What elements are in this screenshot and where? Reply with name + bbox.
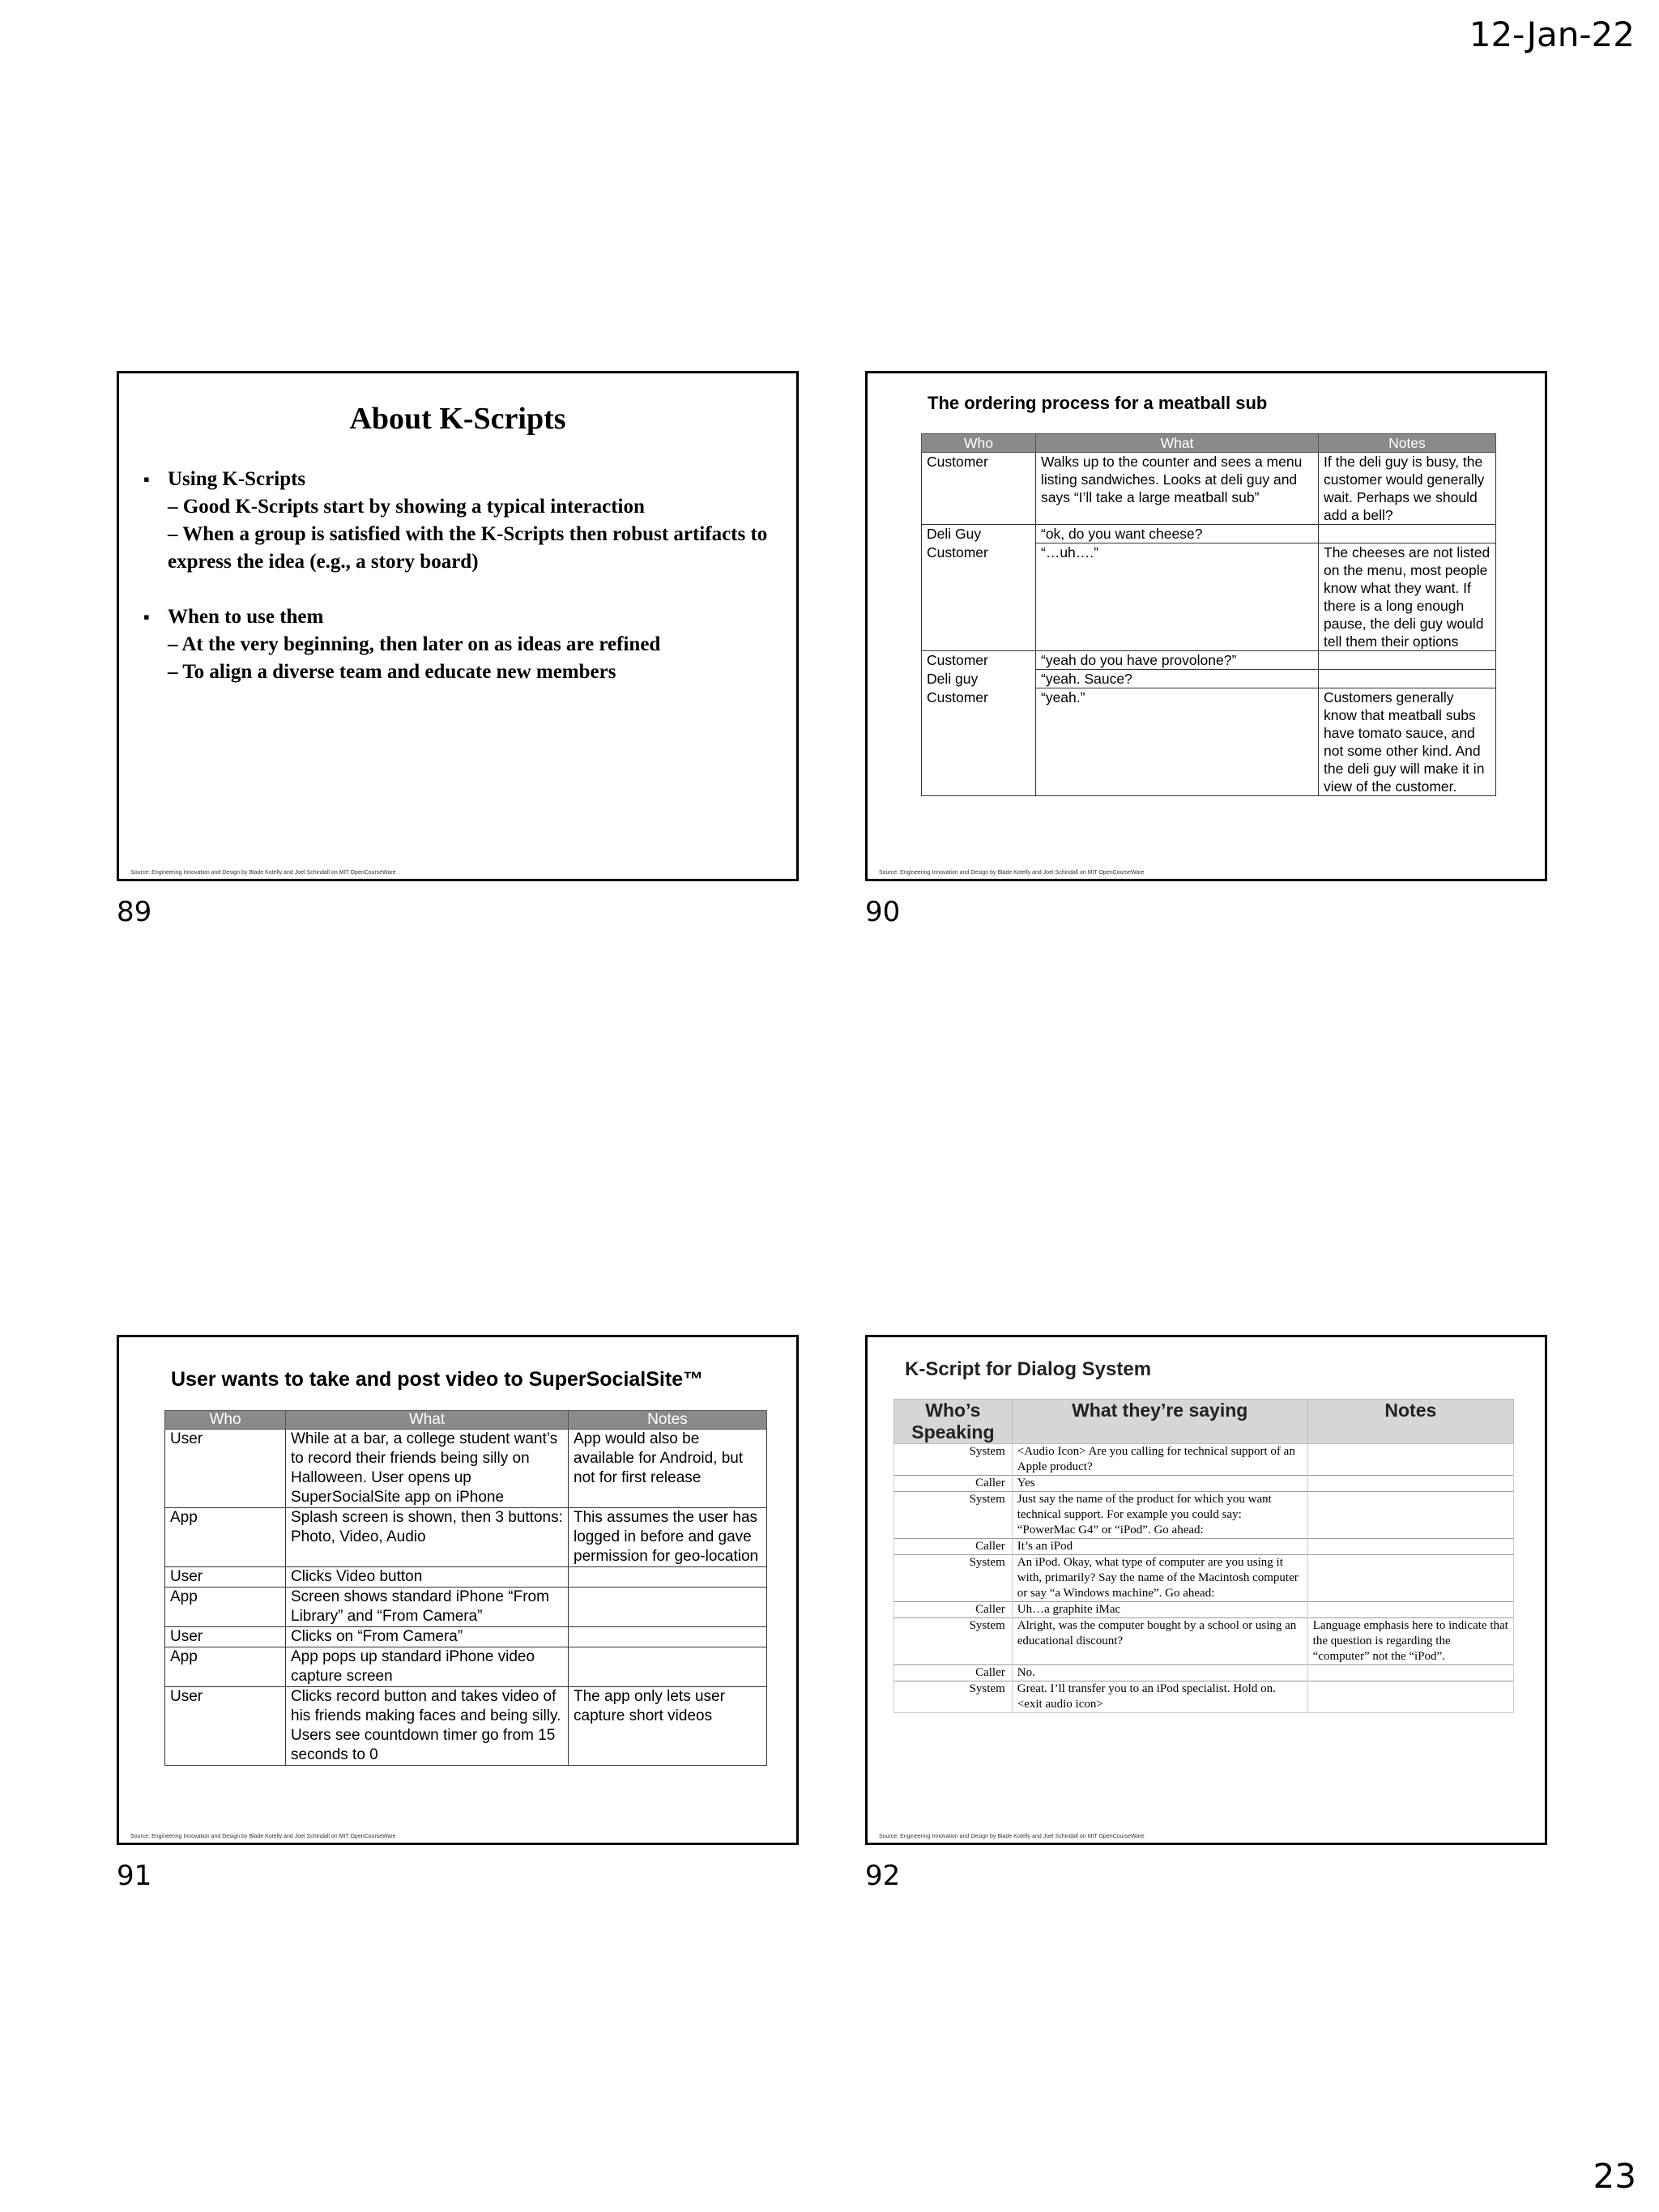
- table-cell: [1307, 1444, 1513, 1476]
- slide-title: K-Script for Dialog System: [905, 1358, 1152, 1380]
- table-cell: This assumes the user has logged in before and gave permission for geo-location: [569, 1508, 767, 1567]
- table-row: [922, 670, 1496, 688]
- table-row: [894, 1681, 1514, 1713]
- table-cell: App would also be available for Android, but not for first release: [569, 1430, 767, 1508]
- table-cell: Clicks on “From Camera”: [286, 1627, 569, 1647]
- column-header: Notes: [569, 1411, 767, 1430]
- column-header: Notes: [1319, 434, 1496, 453]
- table-row: [165, 1647, 767, 1687]
- k-script-table: [164, 1410, 767, 1766]
- table-row: [165, 1627, 767, 1647]
- source-credit: Source: Engineering Innovation and Design by Blade Kotelly and Joel Schindall on MIT OpenCourseWare: [130, 1834, 396, 1839]
- table-row: [894, 1665, 1514, 1681]
- table-cell: Uh…a graphite iMac: [1012, 1602, 1307, 1618]
- slide-89: [117, 371, 799, 881]
- header-date: 12-Jan-22: [1469, 15, 1635, 54]
- table-cell: [1307, 1555, 1513, 1602]
- table-cell: System: [894, 1555, 1013, 1602]
- table-cell: Language emphasis here to indicate that the question is regarding the “computer” not the “iPod”.: [1307, 1618, 1513, 1665]
- slide-92: [865, 1335, 1547, 1845]
- table-cell: Splash screen is shown, then 3 buttons: Photo, Video, Audio: [286, 1508, 569, 1567]
- slide-91: [117, 1335, 799, 1845]
- table-cell: Customer: [922, 453, 1036, 525]
- table-cell: Walks up to the counter and sees a menu listing sandwiches. Looks at deli guy and says “I’ll take a large meatball sub”: [1036, 453, 1319, 525]
- slide-number: 90: [865, 896, 901, 928]
- sub-bullet: – At the very beginning, then later on as ideas are refined: [168, 633, 661, 655]
- table-cell: [1319, 651, 1496, 670]
- table-cell: It’s an iPod: [1012, 1539, 1307, 1555]
- table-cell: “…uh….”: [1036, 543, 1319, 651]
- table-row: [894, 1492, 1514, 1539]
- table-cell: System: [894, 1681, 1013, 1713]
- table-cell: Great. I’ll transfer you to an iPod specialist. Hold on. <exit audio icon>: [1012, 1681, 1307, 1713]
- table-cell: App: [165, 1588, 286, 1627]
- table-cell: [1307, 1539, 1513, 1555]
- table-row: [894, 1618, 1514, 1665]
- table-row: [922, 688, 1496, 796]
- column-header: What: [1036, 434, 1319, 453]
- table-cell: Clicks record button and takes video of his friends making faces and being silly. Users see countdown timer go from 15 seconds to 0: [286, 1687, 569, 1766]
- table-row: [165, 1508, 767, 1567]
- table-row: [165, 1588, 767, 1627]
- table-cell: <Audio Icon> Are you calling for technical support of an Apple product?: [1012, 1444, 1307, 1476]
- table-cell: The app only lets user capture short videos: [569, 1687, 767, 1766]
- table-row: [922, 525, 1496, 543]
- table-cell: No.: [1012, 1665, 1307, 1681]
- table-cell: “yeah do you have provolone?”: [1036, 651, 1319, 670]
- table-cell: [1307, 1681, 1513, 1713]
- table-cell: Customer: [922, 543, 1036, 651]
- column-header: What they’re saying: [1012, 1400, 1307, 1444]
- k-script-table: [893, 1399, 1514, 1713]
- slide-number: 91: [117, 1860, 152, 1892]
- slide-title: User wants to take and post video to SuperSocialSite™: [171, 1368, 704, 1391]
- table-cell: Caller: [894, 1665, 1013, 1681]
- table-cell: “ok, do you want cheese?: [1036, 525, 1319, 543]
- table-cell: The cheeses are not listed on the menu, most people know what they want. If there is a long enough pause, the deli guy would tell them their options: [1319, 543, 1496, 651]
- table-cell: [1307, 1476, 1513, 1492]
- table-cell: [1307, 1492, 1513, 1539]
- slide-title: The ordering process for a meatball sub: [928, 393, 1268, 413]
- table-cell: [1307, 1665, 1513, 1681]
- column-header: Who: [165, 1411, 286, 1430]
- page-number: 23: [1593, 2156, 1636, 2196]
- table-cell: Caller: [894, 1602, 1013, 1618]
- k-script-table: [921, 433, 1496, 796]
- table-cell: [1307, 1602, 1513, 1618]
- table-cell: Clicks Video button: [286, 1567, 569, 1588]
- table-cell: Customers generally know that meatball subs have tomato sauce, and not some other kind. And the deli guy will make it in view of the customer.: [1319, 688, 1496, 796]
- slide-number: 92: [865, 1860, 901, 1892]
- table-cell: While at a bar, a college student want’s to record their friends being silly on Halloween. User opens up SuperSocialSite app on iPhone: [286, 1430, 569, 1508]
- table-row: [165, 1687, 767, 1766]
- slide-title: About K-Scripts: [349, 402, 566, 436]
- table-row: [894, 1539, 1514, 1555]
- table-cell: “yeah. Sauce?: [1036, 670, 1319, 688]
- table-row: [894, 1476, 1514, 1492]
- table-cell: [1319, 525, 1496, 543]
- table-cell: User: [165, 1627, 286, 1647]
- table-cell: Yes: [1012, 1476, 1307, 1492]
- table-row: [894, 1555, 1514, 1602]
- column-header: Notes: [1307, 1400, 1513, 1444]
- table-row: [922, 543, 1496, 651]
- table-cell: App: [165, 1508, 286, 1567]
- table-cell: [569, 1627, 767, 1647]
- sub-bullet: – Good K-Scripts start by showing a typical interaction: [168, 496, 645, 518]
- table-cell: Just say the name of the product for which you want technical support. For example you could say: “PowerMac G4” or “iPod”. Go ahead:: [1012, 1492, 1307, 1539]
- sub-bullet: – To align a diverse team and educate new members: [168, 661, 616, 683]
- table-cell: System: [894, 1618, 1013, 1665]
- sub-bullet: – When a group is satisfied with the K-Scripts then robust artifacts to express the idea (e.g., a story board): [168, 523, 768, 573]
- table-cell: Deli Guy: [922, 525, 1036, 543]
- column-header: Who: [922, 434, 1036, 453]
- table-cell: If the deli guy is busy, the customer would generally wait. Perhaps we should add a bell?: [1319, 453, 1496, 525]
- table-cell: [569, 1588, 767, 1627]
- bullet-item: ▪ Using K-Scripts: [143, 466, 772, 493]
- table-cell: Caller: [894, 1539, 1013, 1555]
- table-cell: Screen shows standard iPhone “From Library” and “From Camera”: [286, 1588, 569, 1627]
- table-cell: “yeah.”: [1036, 688, 1319, 796]
- slide-90: [865, 371, 1547, 881]
- table-cell: App pops up standard iPhone video capture screen: [286, 1647, 569, 1687]
- slide-number: 89: [117, 896, 152, 928]
- table-cell: System: [894, 1444, 1013, 1476]
- table-cell: [569, 1567, 767, 1588]
- table-cell: System: [894, 1492, 1013, 1539]
- table-cell: User: [165, 1567, 286, 1588]
- table-cell: [569, 1647, 767, 1687]
- table-cell: Customer: [922, 688, 1036, 796]
- table-cell: App: [165, 1647, 286, 1687]
- table-row: [894, 1444, 1514, 1476]
- column-header: What: [286, 1411, 569, 1430]
- table-cell: An iPod. Okay, what type of computer are you using it with, primarily? Say the name of the Macintosh computer or say “a Windows machine”. Go ahead:: [1012, 1555, 1307, 1602]
- table-cell: Deli guy: [922, 670, 1036, 688]
- table-cell: Caller: [894, 1476, 1013, 1492]
- table-row: [165, 1430, 767, 1508]
- source-credit: Source: Engineering Innovation and Design by Blade Kotelly and Joel Schindall on MIT OpenCourseWare: [879, 1834, 1145, 1839]
- table-cell: Customer: [922, 651, 1036, 670]
- bullet-item: ▪ When to use them: [143, 603, 772, 631]
- table-cell: Alright, was the computer bought by a school or using an educational discount?: [1012, 1618, 1307, 1665]
- table-row: [922, 453, 1496, 525]
- source-credit: Source: Engineering Innovation and Design by Blade Kotelly and Joel Schindall on MIT OpenCourseWare: [879, 870, 1145, 876]
- table-row: [165, 1567, 767, 1588]
- source-credit: Source: Engineering Innovation and Design by Blade Kotelly and Joel Schindall on MIT OpenCourseWare: [130, 870, 396, 876]
- table-cell: User: [165, 1687, 286, 1766]
- slide-bullets: [143, 466, 772, 686]
- column-header: Who’s Speaking: [894, 1400, 1013, 1444]
- table-row: [894, 1602, 1514, 1618]
- table-row: [922, 651, 1496, 670]
- table-cell: User: [165, 1430, 286, 1508]
- table-cell: [1319, 670, 1496, 688]
